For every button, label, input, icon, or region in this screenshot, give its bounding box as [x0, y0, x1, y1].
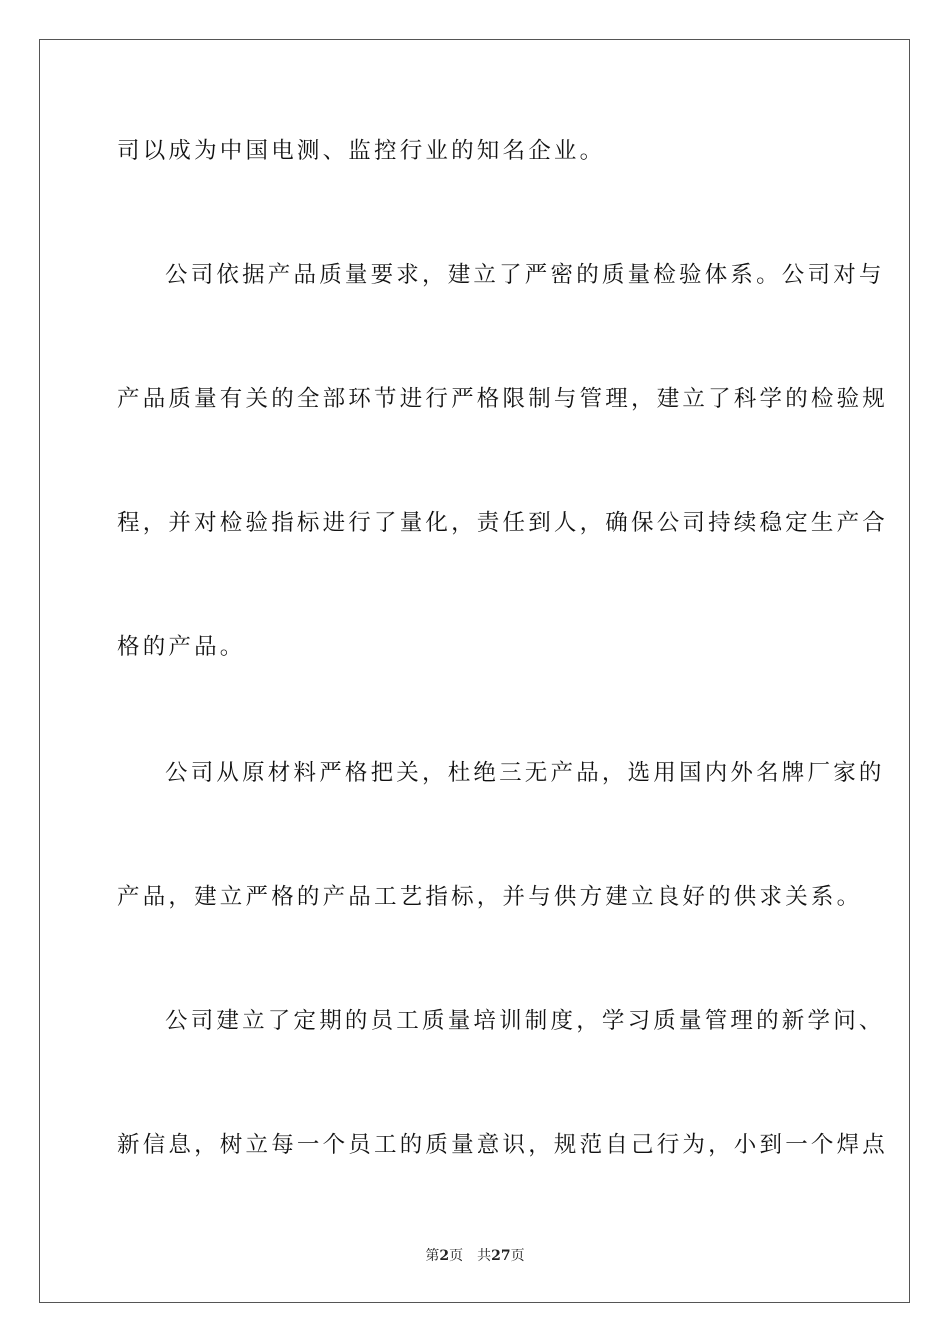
- text-line-9: 新信息，树立每一个员工的质量意识，规范自己行为，小到一个焊点: [117, 1132, 889, 1158]
- text-line-8: 公司建立了定期的员工质量培训制度，学习质量管理的新学问、: [165, 1008, 885, 1034]
- text-line-1: 司以成为中国电测、监控行业的知名企业。: [117, 138, 606, 164]
- total-pages: 27: [491, 1248, 511, 1264]
- text-line-2: 公司依据产品质量要求，建立了严密的质量检验体系。公司对与: [165, 262, 885, 288]
- text-line-3: 产品质量有关的全部环节进行严格限制与管理，建立了科学的检验规: [117, 386, 889, 412]
- text-line-4: 程，并对检验指标进行了量化，责任到人，确保公司持续稳定生产合: [117, 510, 889, 536]
- page-number: 2: [439, 1248, 450, 1264]
- page-border: [39, 39, 910, 1303]
- text-line-6: 公司从原材料严格把关，杜绝三无产品，选用国内外名牌厂家的: [165, 760, 885, 786]
- page-suffix: 页: [449, 1248, 464, 1264]
- text-line-5: 格的产品。: [117, 634, 246, 660]
- page-prefix: 第: [425, 1248, 440, 1264]
- text-line-7: 产品，建立严格的产品工艺指标，并与供方建立良好的供求关系。: [117, 884, 863, 910]
- total-suffix: 页: [510, 1248, 525, 1264]
- total-prefix: 共: [477, 1248, 492, 1264]
- page-footer: [0, 1247, 950, 1265]
